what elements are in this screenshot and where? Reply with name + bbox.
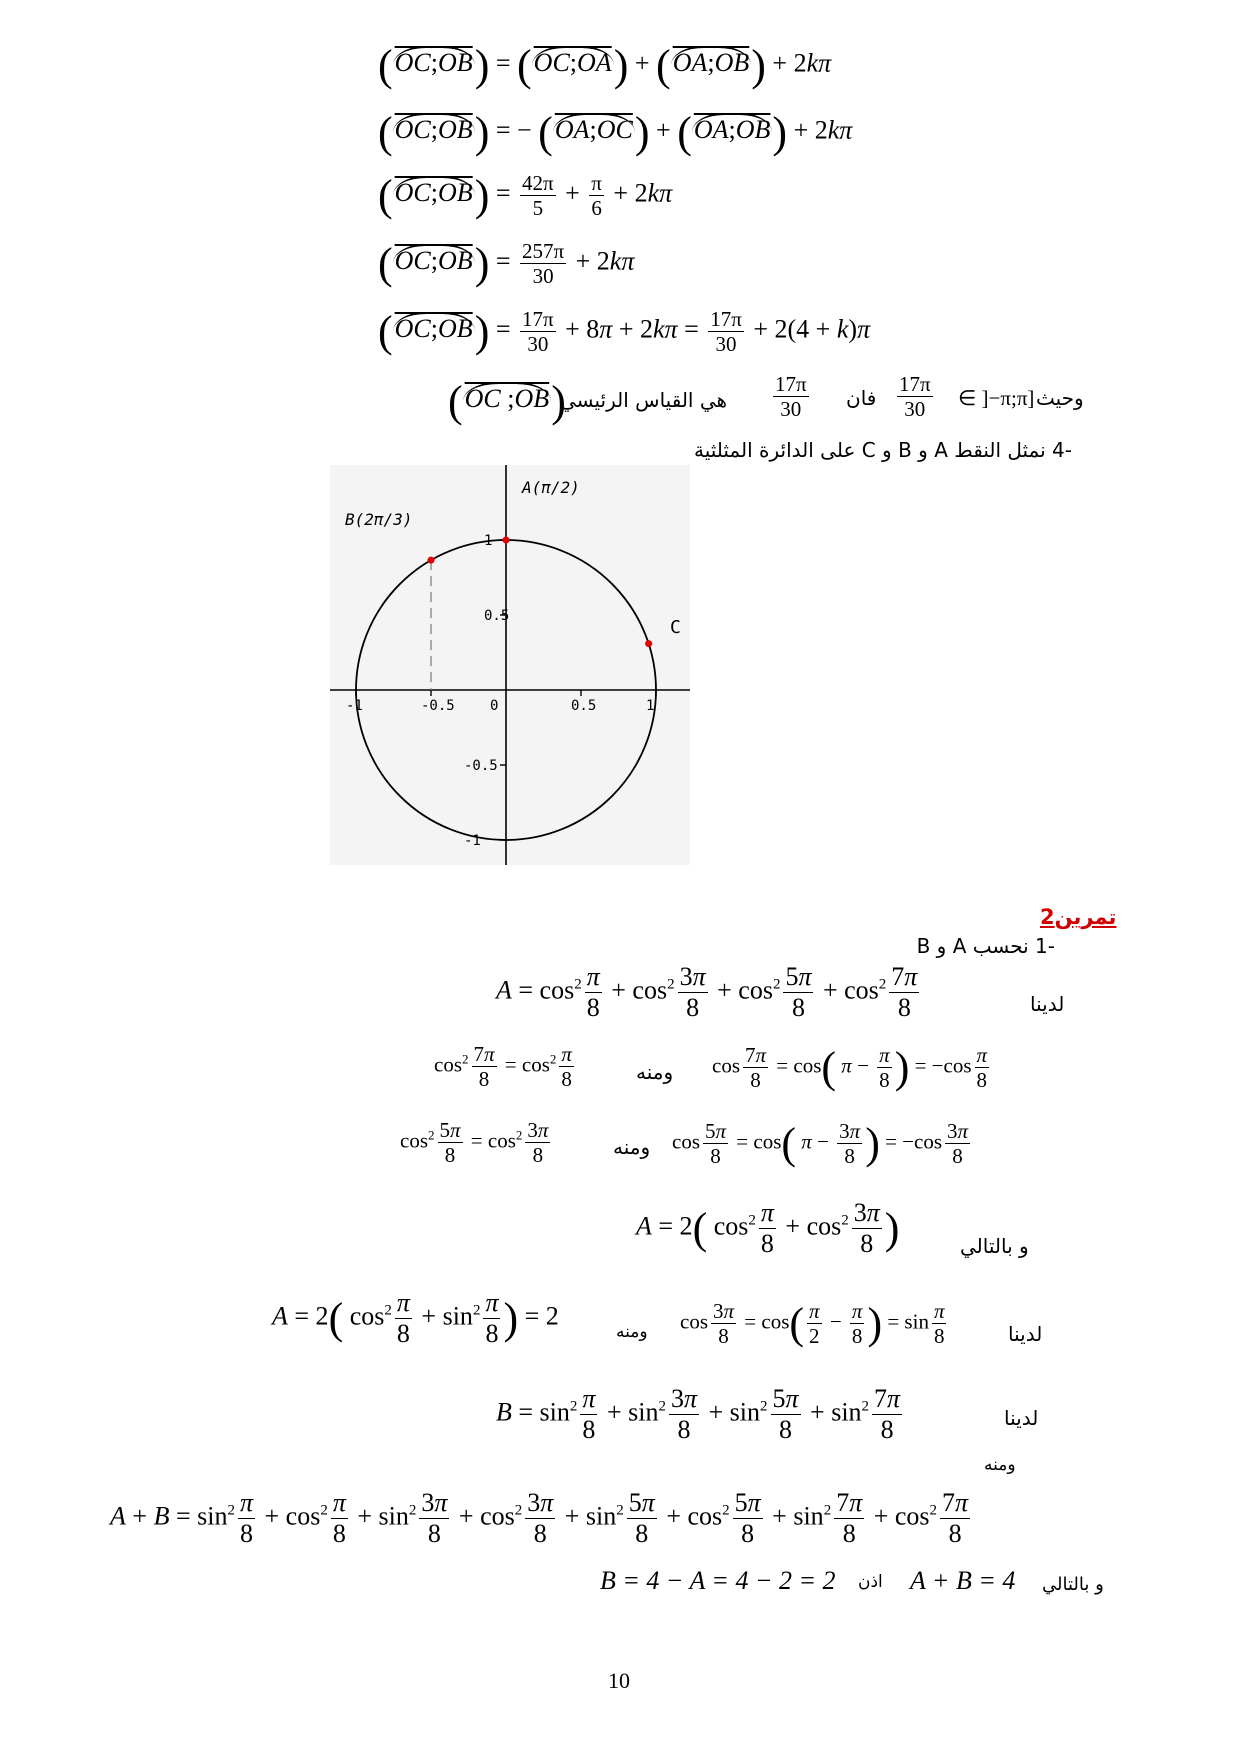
label-ladina-3: لدينا xyxy=(1004,1406,1039,1430)
eq-cos-3pi: cos $\frac{3\pi}{8}$ = cos( $\frac{\pi}{2}$ − $\frac{\pi}{8}$ ) = sin $\frac{\pi}{8}$ xyxy=(680,1298,945,1348)
eq-cos-7pi: $\cos^2$ $\frac{7\pi}{8}$ = $\cos^2$ $\frac{\pi}{8}$ xyxy=(434,1042,572,1092)
label-idhan: اذن xyxy=(858,1572,883,1592)
label-ladina-2: لدينا xyxy=(1008,1322,1043,1346)
question-4: -4 نمثل النقط A و B و C على الدائرة المثلثية xyxy=(693,438,1072,462)
label-ladina-1: لدينا xyxy=(1030,992,1065,1016)
label-A: A(π/2) xyxy=(522,478,580,497)
x-tick-label: 1 xyxy=(646,698,655,714)
equation-line-3: $(\overline{OC};\overline{OB})$ = $\frac{42\pi}{5}$ + $\frac{\pi}{6}$ + 2kπ xyxy=(378,170,673,220)
y-tick-label: 1 xyxy=(484,533,493,549)
eq-A-double: A = 2( $\cos^2$ $\frac{\pi}{8}$ + $\cos^2$ $\frac{3\pi}{8}$ ) xyxy=(636,1198,900,1258)
x-tick-label: -0.5 xyxy=(421,698,455,714)
eq-cos-5pi: $\cos^2$ $\frac{5\pi}{8}$ = $\cos^2$ $\frac{3\pi}{8}$ xyxy=(400,1118,549,1168)
y-tick-label: 0.5 xyxy=(484,608,510,624)
principal-measure-line: ($\overline{OC}$ $;\overline{OB}$) هي القياس الرئيسي $\frac{17\pi}{30}$ فان $\frac{17\pi}{30}$ ∈ ]−π;π] وحيث xyxy=(448,372,1084,426)
trig-circle-graph xyxy=(330,465,690,865)
equation-line-2: $(\overline{OC};\overline{OB})$ = − $(\overline{OA};\overline{OC})$ + $(\overline{OA};\overline{OB}) + 2k\pi$ xyxy=(378,108,853,157)
eq-A-definition: $A = \cos^2$ $\frac{\pi}{8}$ + $\cos^2$ $\frac{3\pi}{8}$ + $\cos^2$ $\frac{5\pi}{8}$ + $\cos^2$ $\frac{7\pi}{8}$ xyxy=(496,962,918,1022)
label-minhu-3: ومنه xyxy=(616,1322,648,1342)
y-tick-label: -0.5 xyxy=(464,758,498,774)
page-number: 10 xyxy=(608,1668,630,1693)
eq-A-plus-B-sum: $A + B = \sin^2$ $\frac{\pi}{8}$ + $\cos^2$ $\frac{\pi}{8}$ + $\sin^2$ $\frac{3\pi}{8}$ + $\cos^2$ $\frac{3\pi}{8}$ + $\sin^2$ $\frac{5\pi}{8}$ + $\cos^2$ $\frac{5\pi}{8}$ + $\sin^2$ $\frac{7\pi}{8}$ + $\cos^2$ $\frac{7\pi}{8}$ xyxy=(110,1488,969,1548)
point-B xyxy=(428,557,435,564)
label-minhu-1: ومنه xyxy=(636,1060,674,1084)
label-C: C xyxy=(670,617,681,638)
exercise-2-title: تمرين2 xyxy=(1040,905,1117,929)
equation-line-4: $(\overline{OC};\overline{OB})$ = $\frac{257\pi}{30}$ + 2kπ xyxy=(378,238,635,288)
x-tick-label: -1 xyxy=(346,698,363,714)
label-minhu-2: ومنه xyxy=(613,1135,651,1159)
eq-B-result: B = 4 − A = 4 − 2 = 2 xyxy=(600,1566,836,1595)
label-minhu-4: ومنه xyxy=(984,1455,1016,1475)
eq-cos-7pi-b: cos $\frac{7\pi}{8}$ = cos( π − $\frac{\pi}{8}$ ) = −cos $\frac{\pi}{8}$ xyxy=(712,1042,988,1092)
label-bittali-2: و بالتالي xyxy=(1042,1574,1104,1595)
label-bittali-1: و بالتالي xyxy=(960,1234,1029,1258)
y-tick-label: -1 xyxy=(464,833,481,849)
x-tick-label: 0 xyxy=(490,698,499,714)
equation-line-1: $(\overline{OC};\overline{OB})$ = $(\overline{OC};\overline{OA})$ + $(\overline{OA};\overline{OB}) + 2k\pi$ xyxy=(378,41,832,90)
eq-A-result: A = 2( $\cos^2$ $\frac{\pi}{8}$ + $\sin^2$ $\frac{\pi}{8}$ ) = 2 xyxy=(272,1288,559,1348)
eq-cos-5pi-b: cos $\frac{5\pi}{8}$ = cos( π − $\frac{3\pi}{8}$ ) = −cos $\frac{3\pi}{8}$ xyxy=(672,1118,969,1168)
label-B: B(2π/3) xyxy=(345,510,413,529)
eq-A-plus-B-result: A + B = 4 xyxy=(910,1566,1016,1595)
x-tick-label: 0.5 xyxy=(571,698,597,714)
point-A xyxy=(503,537,510,544)
eq-B-definition: $B = \sin^2$ $\frac{\pi}{8}$ + $\sin^2$ $\frac{3\pi}{8}$ + $\sin^2$ $\frac{5\pi}{8}$ + $\sin^2$ $\frac{7\pi}{8}$ xyxy=(496,1384,901,1444)
equation-line-5: $(\overline{OC};\overline{OB})$ = $\frac{17\pi}{30}$ + 8π + 2kπ = $\frac{17\pi}{30}$ + 2(4 + k)π xyxy=(378,306,871,356)
point-C xyxy=(645,640,652,647)
exercise-2-q1: -1 نحسب A و B xyxy=(916,934,1055,958)
